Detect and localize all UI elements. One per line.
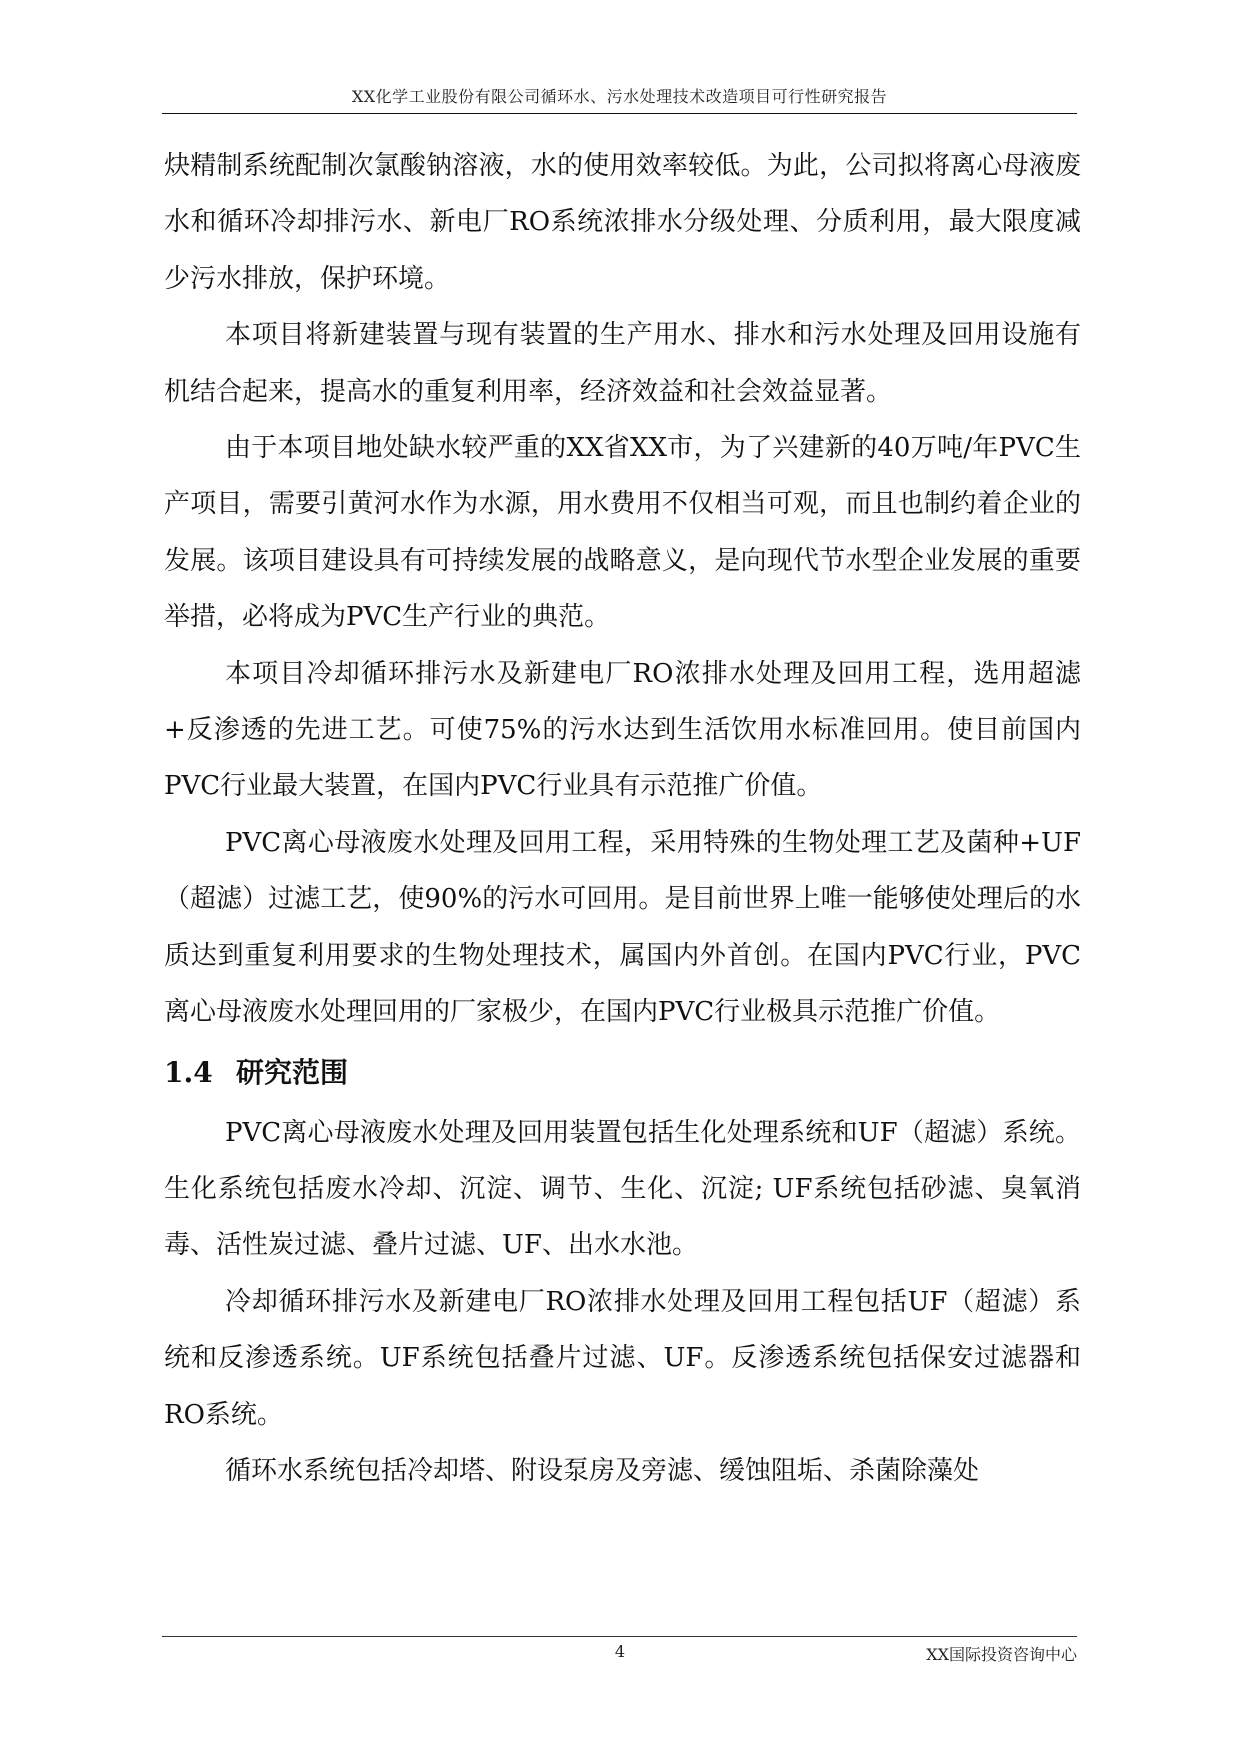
running-header: XX化学工业股份有限公司循环水、污水处理技术改造项目可行性研究报告 [351,87,888,106]
paragraph: 循环水系统包括冷却塔、附设泵房及旁滤、缓蚀阻垢、杀菌除藻处 [225,1455,980,1486]
paragraph: 本项目冷却循环排污水及新建电厂RO浓排水处理及回用工程，选用超滤+反渗透的先进工艺。可使75%的污水达到生活饮用水标准回用。使目前国内PVC行业最大装置，在国内PVC行业具有示范推广价值。 [164,658,1081,802]
section-number: 1.4 [164,1055,213,1089]
header-rule [162,113,1077,114]
paragraph: 炔精制系统配制次氯酸钠溶液，水的使用效率较低。为此，公司拟将离心母液废水和循环冷却排污水、新电厂RO系统浓排水分级处理、分质利用，最大限度减少污水排放，保护环境。 [164,151,1081,294]
page-number: 4 [614,1642,626,1661]
paragraph: PVC离心母液废水处理及回用工程，采用特殊的生物处理工艺及菌种+UF（超滤）过滤工艺，使90%的污水可回用。是目前世界上唯一能够使处理后的水质达到重复利用要求的生物处理技术，属国内外首创。在国内PVC行业，PVC离心母液废水处理回用的厂家极少，在国内PVC行业极具示范推广价值。 [164,827,1081,1028]
section-title: 研究范围 [236,1055,349,1089]
section-heading [164,1041,1081,1105]
footer-organization: XX国际投资咨询中心 [926,1645,1077,1664]
paragraph: 冷却循环排污水及新建电厂RO浓排水处理及回用工程包括UF（超滤）系统和反渗透系统。UF系统包括叠片过滤、UF。反渗透系统包括保安过滤器和RO系统。 [164,1286,1081,1430]
footer-rule [162,1636,1077,1637]
document-body [164,138,1081,1499]
paragraph: 本项目将新建装置与现有装置的生产用水、排水和污水处理及回用设施有机结合起来，提高水的重复利用率，经济效益和社会效益显著。 [164,320,1081,407]
paragraph: 由于本项目地处缺水较严重的XX省XX市，为了兴建新的40万吨/年PVC生产项目，需要引黄河水作为水源，用水费用不仅相当可观，而且也制约着企业的发展。该项目建设具有可持续发展的战略意义，是向现代节水型企业发展的重要举措，必将成为PVC生产行业的典范。 [164,433,1081,633]
paragraph: PVC离心母液废水处理及回用装置包括生化处理系统和UF（超滤）系统。生化系统包括废水冷却、沉淀、调节、生化、沉淀; UF系统包括砂滤、臭氧消毒、活性炭过滤、叠片过滤、UF、出水水池。 [164,1117,1081,1261]
